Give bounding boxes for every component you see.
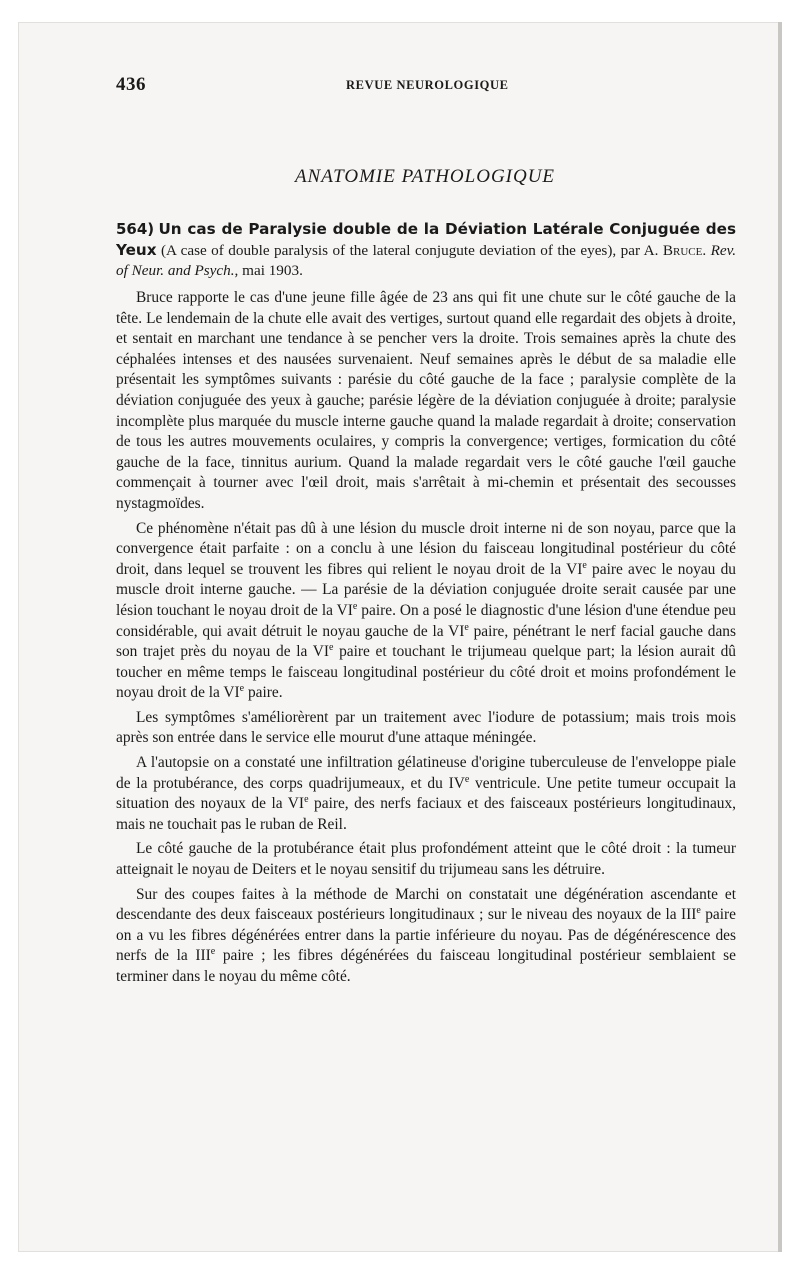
p4-text-a: A l'autopsie on a constaté une infiltration gélatineuse d'origine tuberculeuse de l'enveloppe piale de la protubérance, des corps quadrijumeaux, et du IV: [116, 754, 736, 792]
p6-text-b: paire on a vu les fibres dégénérées entrer dans la partie inférieure du noyau. Pas de dégénérescence des nerfs de la III: [116, 906, 737, 965]
ordinal-sup: e: [210, 946, 216, 958]
article-reference: Rev. of Neur. and Psych.: [116, 242, 737, 279]
p2-text-c: paire. On a posé le diagnostic d'une lésion d'une étendue peu considérable, qui avait détruit le noyau gauche de la VI: [116, 601, 736, 640]
p2-text-a: Ce phénomène n'était pas dû à une lésion du muscle droit interne ni de son noyau, parce que la convergence était parfaite : on a conclu à une lésion du faisceau longitudinal postérieur du côté droit, dans lequel se trouvent les fibres qui relient le noyau droit de la VI: [116, 519, 736, 578]
english-title: (A case of double paralysis of the lateral conjugute deviation of the eyes), par A.: [160, 242, 659, 259]
paragraph-6: [116, 885, 736, 988]
article-number: 564): [116, 220, 155, 238]
article-date: , mai 1903.: [234, 262, 303, 279]
page-number: 436: [116, 74, 146, 95]
paragraph-2: [116, 519, 736, 704]
p2-text-e: paire et touchant le trijumeau quelque part; la lésion aurait dû toucher en même temps le faisceau longitudinal postérieur du côté droit et moins profondément le noyau droit de la VI: [116, 643, 736, 702]
ordinal-sup: e: [582, 559, 587, 571]
ordinal-sup: e: [464, 621, 469, 633]
p6-text-c: paire ; les fibres dégénérées du faisceau longitudinal postérieur semblaient se terminer dans le noyau du même côté.: [116, 947, 736, 985]
p2-text-f: paire.: [244, 684, 283, 702]
ordinal-sup: e: [239, 683, 245, 695]
ordinal-sup: e: [464, 773, 470, 785]
p6-text-a: Sur des coupes faites à la méthode de Marchi on constatait une dégénération ascendante et descendante des deux faisceaux postérieurs longitudinaux ; sur le niveau des noyaux de la III: [116, 885, 736, 924]
ordinal-sup: e: [696, 905, 701, 917]
p2-text-d: paire, pénétrant le nerf facial gauche dans son trajet près du noyau de la VI: [116, 622, 736, 661]
paragraph-3: Les symptômes s'améliorèrent par un traitement avec l'iodure de potassium; mais trois mois après son entrée dans le service elle mourut d'une attaque méningée.: [116, 708, 736, 747]
paragraph-1: Bruce rapporte le cas d'une jeune fille âgée de 23 ans qui fit une chute sur le côté gauche de la tête. Le lendemain de la chute elle avait des vertiges, surtout quand elle regardait des objets à droite, et sentait en marchant une tendance à se pencher vers la droite. Trois semaines après la chute des céphalées intenses et des nausées survenaient. Neuf semaines après le début de sa maladie elle présentait les symptômes suivants : parésie du côté gauche de la face ; paralysie complète de la déviation conjuguée des yeux à gauche; parésie légère de la déviation conjuguée à droite; paralysie incomplète plus marquée du muscle interne gauche quand la malade regardait à droite; conservation de tous les autres mouvements oculaires, y compris la convergence; vertiges, formication du côté gauche de la face, tinnitus aurium. Quand la malade regardait vers le côté gauche l'œil gauche commençait à tourner avec l'œil droit, mais s'arrêtait à mi-chemin et présentait des secousses nystagmoïdes.: [116, 289, 736, 512]
p4-text-c: paire, des nerfs faciaux et des faisceaux postérieurs longitudinaux, mais ne touchait pas le ruban de Reil.: [116, 795, 737, 833]
journal-title: REVUE NEUROLOGIQUE: [346, 78, 509, 92]
page-edge: [778, 22, 782, 1252]
article: [116, 219, 736, 992]
running-head: [116, 74, 736, 94]
ordinal-sup: e: [352, 600, 358, 612]
article-heading: 564) Un cas de Paralysie double de la Déviation Latérale Conjuguée des Yeux (A case of double paralysis of the lateral conjugute deviation of the eyes), par A. Bruce. Rev. of Neur. and Psych., mai 1903.: [116, 220, 737, 279]
paragraph-4: [116, 753, 736, 835]
paragraph-5: Le côté gauche de la protubérance était plus profondément atteint que le côté droit : la tumeur atteignait le noyau de Deiters et le noyau sensitif du trijumeau sans les détruire.: [116, 840, 736, 879]
ordinal-sup: e: [304, 794, 309, 806]
ordinal-sup: e: [328, 641, 334, 653]
article-title: Un cas de Paralysie double de la Déviation Latérale Conjuguée des Yeux: [116, 220, 736, 259]
p2-text-b: paire avec le noyau du muscle droit interne gauche. — La parésie de la déviation conjuguée droite serait causée par une lésion touchant le noyau droit de la VI: [116, 560, 736, 619]
section-title: ANATOMIE PATHOLOGIQUE: [294, 166, 556, 187]
p4-text-b: ventricule. Une petite tumeur occupait la situation des noyaux de la VI: [116, 774, 736, 813]
article-author: Bruce: [662, 242, 703, 259]
